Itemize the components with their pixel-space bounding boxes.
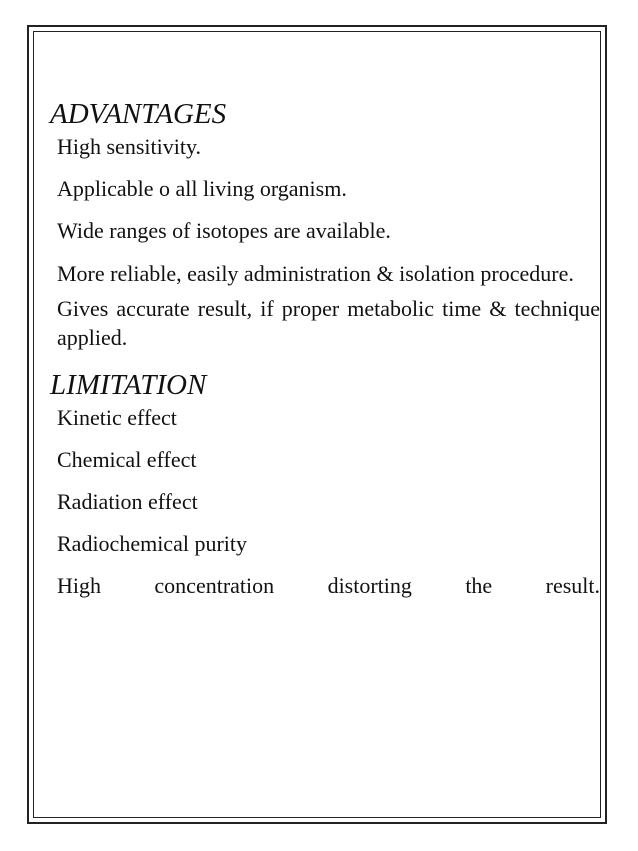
- list-item: Chemical effect: [57, 447, 197, 472]
- list-item: Gives accurate result, if proper metabolic time & technique applied.: [57, 296, 600, 350]
- list-item: More reliable, easily administration & isolation procedure.: [57, 261, 574, 286]
- list-item: High concentration distorting the result.: [57, 573, 600, 598]
- list-item: High sensitivity.: [57, 134, 202, 159]
- advantages-list: [50, 133, 600, 352]
- list-item: Radiation effect: [57, 489, 198, 514]
- list-item: Wide ranges of isotopes are available.: [57, 218, 391, 243]
- limitation-heading: LIMITATION: [50, 369, 207, 401]
- list-item: Kinetic effect: [57, 405, 177, 430]
- slide-content: [50, 95, 600, 614]
- list-item: Applicable o all living organism.: [57, 176, 347, 201]
- list-item: Radiochemical purity: [57, 531, 247, 556]
- advantages-heading: ADVANTAGES: [50, 98, 227, 130]
- limitation-list: [50, 404, 600, 599]
